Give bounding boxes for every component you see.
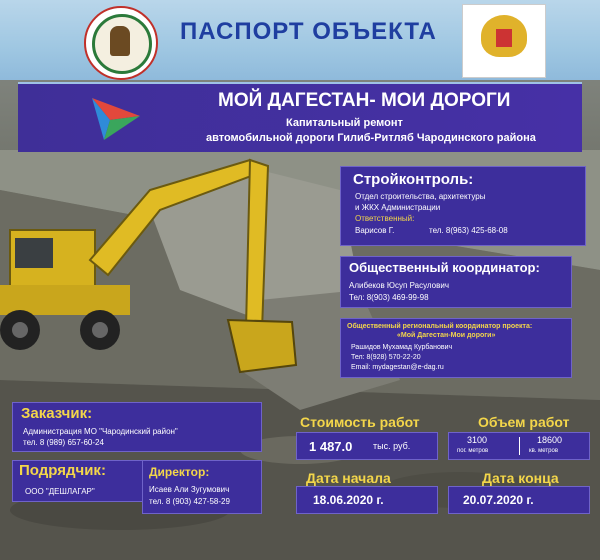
project-brand-banner: [18, 82, 582, 152]
director-heading: Директор:: [149, 465, 210, 479]
contractor-name: ООО "ДЕШЛАГАР": [25, 487, 95, 496]
volume-length-value: 3100: [467, 435, 488, 445]
director-panel: [142, 460, 262, 514]
regional-coordinator-name: Рашидов Мухамад Курбанович: [351, 344, 453, 351]
construction-control-line1: Отдел строительства, архитектуры: [355, 192, 486, 201]
public-coordinator-heading: Общественный координатор:: [349, 260, 540, 275]
responsible-label: Ответственный:: [355, 214, 415, 223]
page-title: ПАСПОРТ ОБЪЕКТА: [180, 18, 437, 45]
volume-length-unit: пог. метров: [457, 448, 489, 454]
customer-heading: Заказчик:: [21, 405, 93, 422]
regional-coordinator-heading-1: Общественный региональный координатор проекта:: [347, 323, 533, 330]
responsible-name: Варисов Г.: [355, 226, 395, 235]
brand-subtitle-1: Капитальный ремонт: [286, 117, 403, 129]
volume-area-value: 18600: [537, 435, 563, 445]
regional-coordinator-heading-2: «Мой Дагестан-Мои дороги»: [397, 332, 496, 339]
public-coordinator-phone: Тел: 8(903) 469-99-98: [349, 293, 429, 302]
start-date-value: 18.06.2020 г.: [313, 493, 384, 507]
regional-coordinator-panel: [340, 318, 572, 378]
end-date-box: [448, 486, 590, 514]
republic-coat-of-arms-icon: [462, 4, 546, 78]
public-coordinator-name: Алибеков Юсуп Расулович: [349, 281, 449, 290]
cost-value: 1 487.0: [309, 439, 353, 454]
construction-control-line2: и ЖКХ Администрации: [355, 203, 441, 212]
end-date-label: Дата конца: [482, 470, 559, 486]
director-name: Исаев Али Зугумович: [149, 485, 230, 494]
volume-value-box: [448, 432, 590, 460]
responsible-phone: тел. 8(963) 425-68-08: [429, 226, 508, 235]
brand-subtitle-2: автомобильной дороги Гилиб-Ритляб Чародинского района: [206, 132, 536, 144]
construction-control-heading: Стройконтроль:: [353, 171, 474, 188]
project-logo-icon: [90, 90, 146, 146]
customer-panel: [12, 402, 262, 452]
customer-phone: тел. 8 (989) 657-60-24: [23, 438, 104, 447]
start-date-box: [296, 486, 438, 514]
director-phone: тел. 8 (903) 427-58-29: [149, 497, 230, 506]
contractor-panel: [12, 460, 144, 502]
cost-label: Стоимость работ: [300, 414, 420, 430]
volume-divider: [519, 437, 520, 455]
customer-name: Администрация МО "Чародинский район": [23, 427, 178, 436]
start-date-label: Дата начала: [306, 470, 391, 486]
volume-area-unit: кв. метров: [529, 448, 559, 454]
header-banner: [0, 0, 600, 80]
regional-coordinator-email: Email: mydagestan@e-dag.ru: [351, 364, 444, 371]
district-emblem-icon: [84, 6, 158, 80]
volume-label: Объем работ: [478, 414, 570, 430]
cost-unit: тыс. руб.: [373, 441, 411, 451]
brand-title: МОЙ ДАГЕСТАН- МОИ ДОРОГИ: [218, 90, 511, 111]
construction-control-panel: [340, 166, 586, 246]
public-coordinator-panel: [340, 256, 572, 308]
end-date-value: 20.07.2020 г.: [463, 493, 534, 507]
contractor-heading: Подрядчик:: [19, 462, 106, 479]
cost-value-box: [296, 432, 438, 460]
regional-coordinator-phone: Тел: 8(928) 570-22-20: [351, 354, 421, 361]
